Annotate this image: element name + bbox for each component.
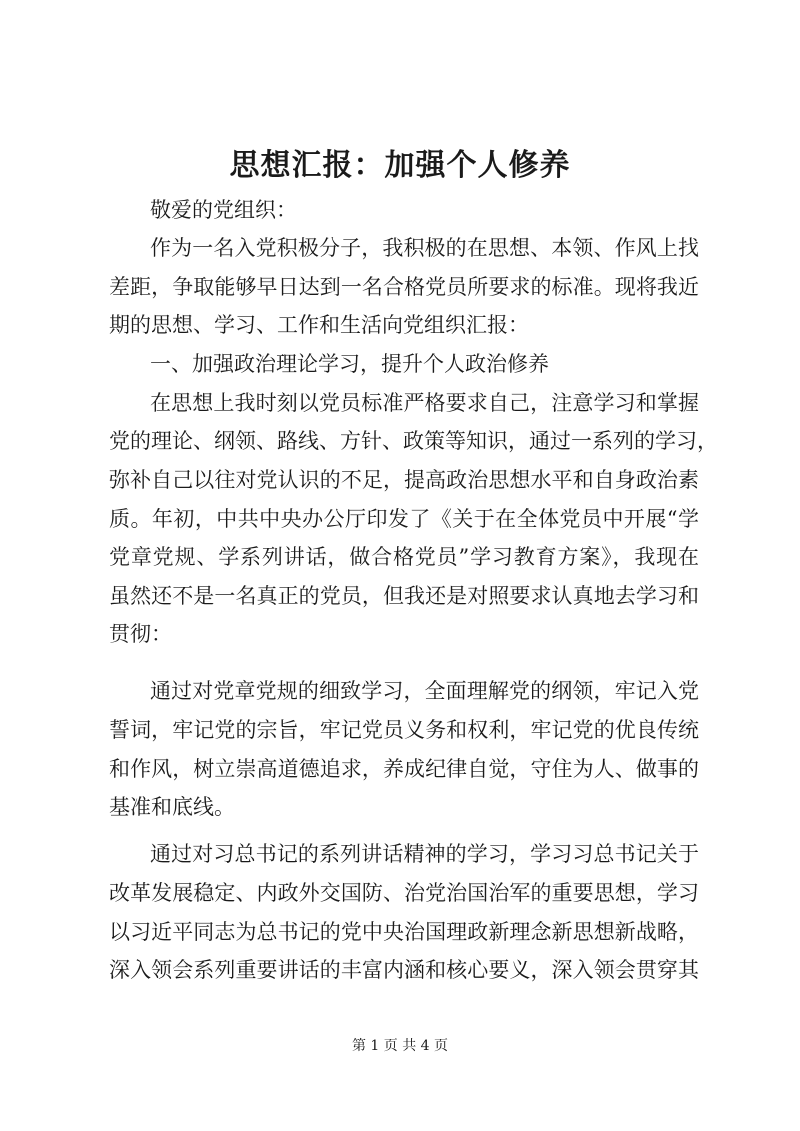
body-line: 质。年初，中共中央办公厅印发了《关于在全体党员中开展“学 (109, 507, 699, 531)
body-line: 深入领会系列重要讲话的丰富内涵和核心要义，深入领会贯穿其 (109, 958, 699, 982)
body-line: 誓词，牢记党的宗旨，牢记党员义务和权利，牢记党的优良传统 (109, 718, 699, 742)
body-line: 通过对党章党规的细致学习，全面理解党的纲领，牢记入党 (150, 679, 699, 703)
document-title: 思想汇报：加强个人修养 (229, 148, 571, 183)
body-line: 基准和底线。 (109, 795, 235, 819)
body-line: 党章党规、学系列讲话，做合格党员”学习教育方案》，我现在 (109, 545, 699, 569)
body-line: 通过对习总书记的系列讲话精神的学习，学习习总书记关于 (150, 842, 699, 866)
body-line: 差距，争取能够早日达到一名合格党员所要求的标准。现将我近 (109, 275, 699, 299)
page-footer: 第 1 页 共 4 页 (351, 1038, 449, 1054)
body-line: 以习近平同志为总书记的党中央治国理政新理念新思想新战略， (109, 920, 699, 944)
body-line: 和作风，树立崇高道德追求，养成纪律自觉，守住为人、做事的 (109, 757, 699, 781)
section-heading: 一、加强政治理论学习，提升个人政治修养 (150, 352, 549, 376)
body-line: 弥补自己以往对党认识的不足，提高政治思想水平和自身政治素 (109, 468, 699, 492)
body-line: 贯彻： (109, 622, 172, 646)
body-line: 期的思想、学习、工作和生活向党组织汇报： (109, 313, 529, 337)
body-line: 改革发展稳定、内政外交国防、治党治国治军的重要思想，学习 (109, 881, 699, 905)
body-line: 党的理论、纲领、路线、方针、政策等知识，通过一系列的学习， (109, 429, 718, 453)
body-line: 虽然还不是一名真正的党员，但我还是对照要求认真地去学习和 (109, 584, 699, 608)
body-line: 在思想上我时刻以党员标准严格要求自己，注意学习和掌握 (150, 391, 699, 415)
body-line: 作为一名入党积极分子，我积极的在思想、本领、作风上找 (150, 236, 699, 260)
salutation: 敬爱的党组织： (150, 198, 297, 222)
